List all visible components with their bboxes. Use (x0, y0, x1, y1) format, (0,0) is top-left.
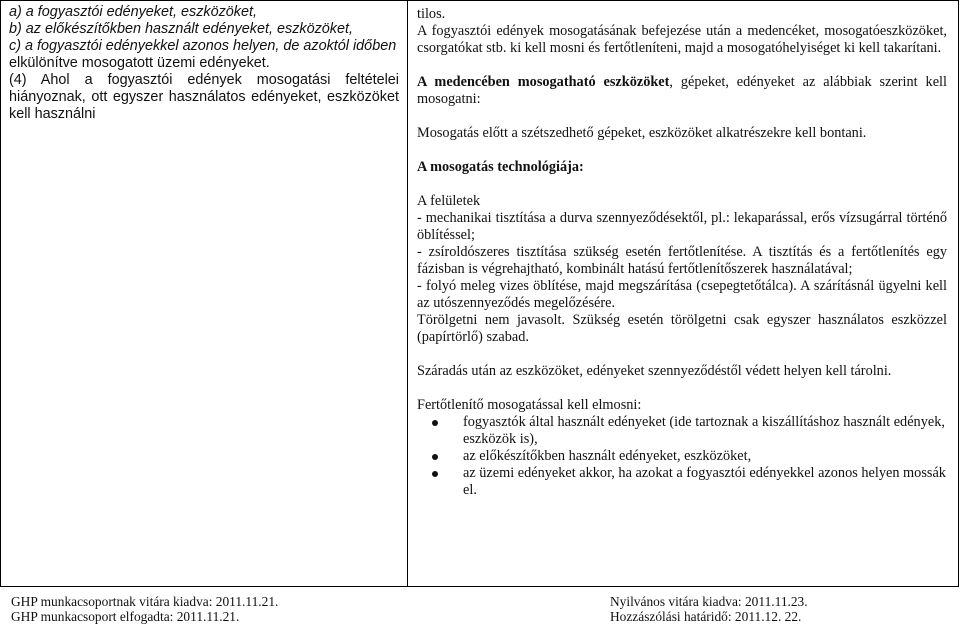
bullet-icon (432, 454, 438, 460)
page-footer (11, 594, 949, 624)
disinfect-label: Fertőtlenítő mosogatással kell elmosni: (417, 397, 642, 413)
basin-washing-rest: , gépeket, edényeket az alábbiak szerint kell mosogatni: (417, 74, 947, 107)
right-column-content (408, 1, 958, 499)
bullet-icon (432, 471, 438, 477)
line-rinse: - folyó meleg vizes öblítése, majd megszárítása (csepegtetőtálca). A szárításnál ügyelni kell az utószennyeződés megelőzésére. (417, 278, 947, 311)
list-item-text: az üzemi edényeket akkor, ha azokat a fogyasztói edényekkel azonos helyen mossák el. (463, 465, 946, 498)
disinfect-list (417, 414, 947, 499)
paragraph-basin-washing (417, 74, 947, 108)
paragraph-cleanup: A fogyasztói edények mosogatásának befejezése után a medencéket, mosogatóeszközöket, csorgatókat stb. ki kell mosni és fertőtleníteni, majd a mosogatóhelyiséget ki kell takarítani. (417, 23, 947, 56)
technology-heading: A mosogatás technológiája: (417, 159, 584, 175)
list-item (417, 448, 947, 465)
right-column-cell (408, 1, 959, 587)
left-column-cell (1, 1, 408, 587)
footer-deadline: Hozzászólási határidő: 2011.12. 22. (610, 609, 802, 624)
left-column-content (1, 1, 407, 123)
item-b: b) az előkészítőkben használt edényeket, eszközöket, (9, 21, 353, 37)
line-mechanical: - mechanikai tisztítása a durva szennyeződésektől, pl.: lekaparással, erős vízsugárral történő öblítéssel; (417, 210, 947, 243)
surfaces-label: A felületek (417, 193, 481, 209)
footer-issued-group: GHP munkacsoportnak vitára kiadva: 2011.11.21. (11, 594, 279, 609)
paragraph-disassembly: Mosogatás előtt a szétszedhető gépeket, eszközöket alkatrészekre kell bontani. (417, 125, 867, 141)
footer-accepted: GHP munkacsoport elfogadta: 2011.11.21. (11, 609, 240, 624)
footer-public-debate: Nyilvános vitára kiadva: 2011.11.23. (610, 594, 808, 609)
list-item-text: fogyasztók által használt edényeket (ide tartoznak a kiszállításhoz használt edények, eszközök is), (463, 414, 945, 447)
footer-row-2 (11, 609, 949, 624)
item-c-line-2: elkülönítve mosogatott üzemi edényeket. (9, 55, 270, 71)
item-c-text: c) a fogyasztói edényekkel azonos helyen, de azoktól időben (9, 38, 397, 54)
storage-paragraph: Száradás után az eszközöket, edényeket szennyeződéstől védett helyen kell tárolni. (417, 363, 892, 379)
basin-washing-bold: A medencében mosogatható eszközöket (417, 74, 670, 90)
paragraph-tilos: tilos. (417, 6, 446, 22)
line-fat-solvent: - zsíroldószeres tisztítása szükség esetén fertőtlenítése. A tisztítás és a fertőtlenítés egy fázisban is végrehajtható, kombinált hatású fertőtlenítőszerek használatával; (417, 244, 947, 277)
item-c (9, 38, 399, 72)
list-item-text: az előkészítőkben használt edényeket, eszközöket, (463, 448, 752, 464)
bullet-icon (432, 420, 438, 426)
item-c-line-1 (9, 38, 399, 55)
note-paragraph: (4) Ahol a fogyasztói edények mosogatási feltételei hiányoznak, ott egyszer használatos edényeket, eszközöket kell használni (9, 72, 399, 122)
list-item (417, 465, 947, 499)
line-wipe: Törölgetni nem javasolt. Szükség esetén törölgetni csak egyszer használatos eszközzel (papírtörlő) szabad. (417, 312, 947, 345)
footer-row-1 (11, 594, 949, 609)
list-item (417, 414, 947, 448)
item-a: a) a fogyasztói edényeket, eszközöket, (9, 4, 257, 20)
